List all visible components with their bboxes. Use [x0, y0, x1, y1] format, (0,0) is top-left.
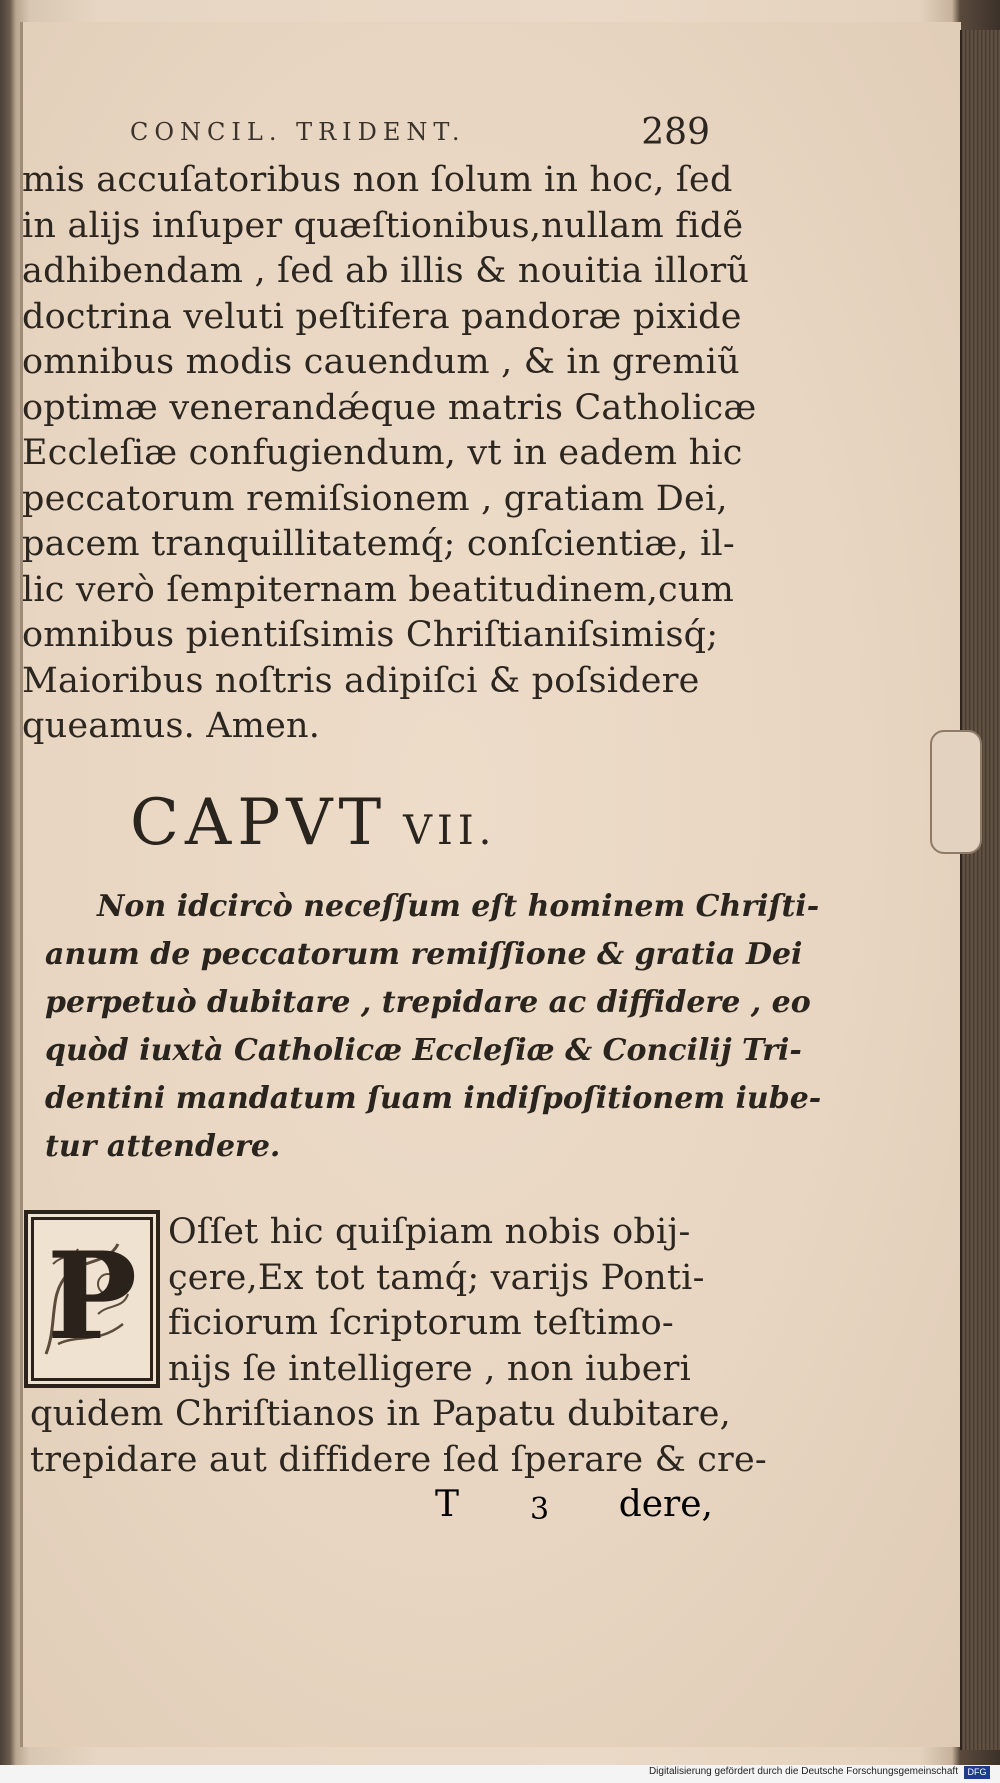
folio-number: 289: [641, 112, 710, 153]
summary-line: anum de peccatorum remiſſione & gratia Dei: [45, 937, 803, 972]
left-margin-fragments: [4, 160, 22, 800]
body-line: omnibus modis cauendum , & in gremiũ: [22, 342, 740, 382]
body-line: Maioribus noſtris adipiſci & poſsidere: [22, 660, 700, 701]
body-line: trepidare aut diffidere ſed ſperare & cre-: [30, 1439, 767, 1480]
decorated-initial: [24, 1210, 160, 1388]
page-header: [130, 112, 710, 153]
text-beside-initial: [168, 1210, 713, 1392]
chapter-number: VII.: [403, 808, 497, 854]
body-line: mis accuſatoribus non ſolum in hoc, ſed: [22, 160, 733, 200]
running-head: CONCIL. TRIDENT.: [130, 118, 466, 146]
body-line: optimæ venerandǽque matris Catholicæ: [22, 387, 757, 428]
body-line: queamus. Amen.: [22, 706, 321, 746]
initial-letter: P: [46, 1226, 138, 1367]
body-line: pacem tranquillitatemq́; conſcientiæ, il-: [22, 524, 735, 564]
chapter-summary: [45, 883, 822, 1171]
body-text: [22, 158, 757, 750]
body-line: nijs ſe intelligere , non iuberi: [168, 1348, 691, 1389]
credit-text: Digitalisierung gefördert durch die Deutsche Forschungsgemeinschaft: [648, 1766, 958, 1777]
continued-text: [30, 1392, 767, 1483]
body-line: çere,Ex tot tamq́; varijs Ponti-: [168, 1257, 705, 1298]
body-line: lic verò ſempiternam beatitudinem,cum: [22, 569, 734, 610]
page-edges: [960, 30, 1000, 1750]
catchline: [30, 1484, 713, 1530]
page-tab: [930, 730, 982, 854]
body-line: peccatorum remiſsionem , gratiam Dei,: [22, 478, 728, 519]
body-line: Oſſet hic quiſpiam nobis obij-: [168, 1212, 691, 1252]
body-line: Eccleſiæ confugiendum, vt in eadem hic: [22, 433, 743, 473]
summary-line: quòd iuxtà Catholicæ Eccleſiæ & Concilij Tri-: [45, 1033, 802, 1068]
chapter-title: CAPVT: [130, 786, 388, 860]
chapter-heading: [130, 786, 690, 860]
body-line: doctrina veluti peſtifera pandoræ pixide: [22, 296, 742, 337]
catchword: dere,: [618, 1484, 713, 1525]
summary-line: dentini mandatum ſuam indiſpoſitionem iube-: [45, 1081, 822, 1116]
body-line: ficiorum ſcriptorum teſtimo-: [168, 1303, 674, 1343]
summary-line: Non idcircò neceſſum eſt hominem Chriſti-: [97, 889, 820, 924]
signature-number: 3: [530, 1492, 550, 1527]
body-line: in alijs inſuper quæſtionibus,nullam fidẽ: [22, 205, 744, 246]
signature-mark: T: [435, 1484, 460, 1525]
body-line: quidem Chriſtianos in Papatu dubitare,: [30, 1394, 731, 1434]
dfg-logo: DFG: [964, 1766, 990, 1779]
summary-line: perpetuò dubitare , trepidare ac diffidere , eo: [45, 985, 811, 1020]
body-line: omnibus pientiſsimis Chriſtianiſsimisq́;: [22, 615, 719, 655]
body-line: adhibendam , ſed ab illis & nouitia illorũ: [22, 251, 750, 291]
summary-line: tur attendere.: [45, 1129, 281, 1164]
